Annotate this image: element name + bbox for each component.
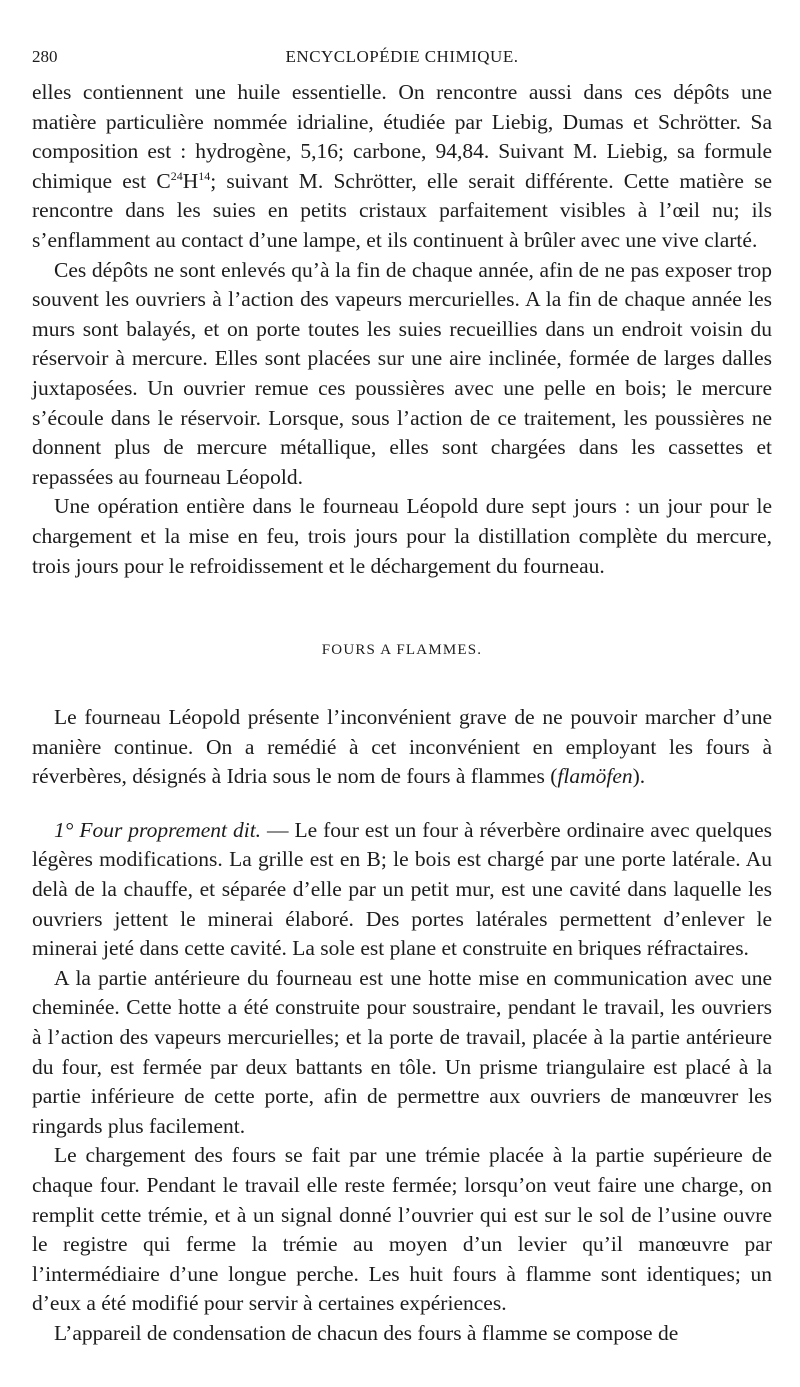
paragraph-3: Une opération entière dans le fourneau Léopold dure sept jours : un jour pour le chargement et la mise en feu, trois jours pour la distillation complète du mercure, trois jours pour le refroidissement et le déchargement du fourneau. xyxy=(32,494,772,578)
subsection-heading: 1° Four proprement dit. xyxy=(54,817,262,842)
paragraph-8: L’appareil de condensation de chacun des fours à flamme se compose de xyxy=(54,1320,679,1345)
paragraph-5: 1° Four proprement dit. — Le four est un four à réverbère ordinaire avec quelques légères modifications. La grille est en B; le bois est chargé par une porte latérale. Au delà de la chauffe, et séparée d’elle par un petit mur, est une cavité dans laquelle les ouvriers jettent le minerai élaboré. Des portes latérales permettent d’enlever le minerai jeté dans cette cavité. La sole est plane et construite en briques réfractaires. xyxy=(32,817,772,961)
section-title: FOURS A FLAMMES. xyxy=(321,642,483,659)
paragraph-7: Le chargement des fours se fait par une trémie placée à la partie supérieure de chaque four. Pendant le travail elle reste fermée; lorsqu’on veut faire une charge, on remplit cette trémie, et à un signal donné l’ouvrier qui est sur le sol de l’usine ouvre le registre qui ferme la trémie au moyen d’un levier qu’il manœuvre par l’intermédiaire d’une longue perche. Les huit fours à flamme sont identiques; un d’eux a été modifié pour servir à certaines expériences. xyxy=(32,1143,772,1316)
page-number: 280 xyxy=(32,47,58,66)
paragraph-6: A la partie antérieure du fourneau est une hotte mise en communication avec une cheminée. Cette hotte a été construite pour soustraire, pendant le travail, les ouvriers à l’action des vapeurs mercurielles; et la porte de travail, placée à la partie antérieure du four, est fermée par deux battants en tôle. Un prisme triangulaire est placé à la partie inférieure de cette porte, afin de permettre aux ouvriers de manœuvrer les ringards plus facilement. xyxy=(32,965,772,1138)
paragraph-2: Ces dépôts ne sont enlevés qu’à la fin de chaque année, afin de ne pas exposer trop souvent les ouvriers à l’action des vapeurs mercurielles. A la fin de chaque année les murs sont balayés, et on porte toutes les suies recueillies dans un endroit voisin du réservoir à mercure. Elles sont placées sur une aire inclinée, formée de larges dalles juxtaposées. Un ouvrier remue ces poussières avec une pelle en bois; le mercure s’écoule dans le réservoir. Lorsque, sous l’action de ce traitement, les poussières ne donnent plus de mercure métallique, elles sont chargées dans les cassettes et repassées au fourneau Léopold. xyxy=(32,257,772,489)
running-title: ENCYCLOPÉDIE CHIMIQUE. xyxy=(285,47,519,66)
page-header xyxy=(32,44,772,78)
paragraph-4: Le fourneau Léopold présente l’inconvénient grave de ne pouvoir marcher d’une manière continue. On a remédié à cet inconvénient en employant les fours à réverbères, désignés à Idria sous le nom de fours à flammes (flamöfen). xyxy=(32,705,772,789)
paragraph-1: elles contiennent une huile essentielle. On rencontre aussi dans ces dépôts une matière particulière nommée idrialine, étudiée par Liebig, Dumas et Schrötter. Sa composition est : hydrogène, 5,16; carbone, 94,84. Suivant M. Liebig, sa formule chimique est $C^{24}H^{14}$; suivant M. Schrötter, elle serait différente. Cette matière se rencontre dans les suies en petits cristaux parfaitement visibles à l’œil nu; ils s’enflamment au contact d’une lampe, et ils continuent à brûler avec une vive clarté. xyxy=(32,80,772,252)
